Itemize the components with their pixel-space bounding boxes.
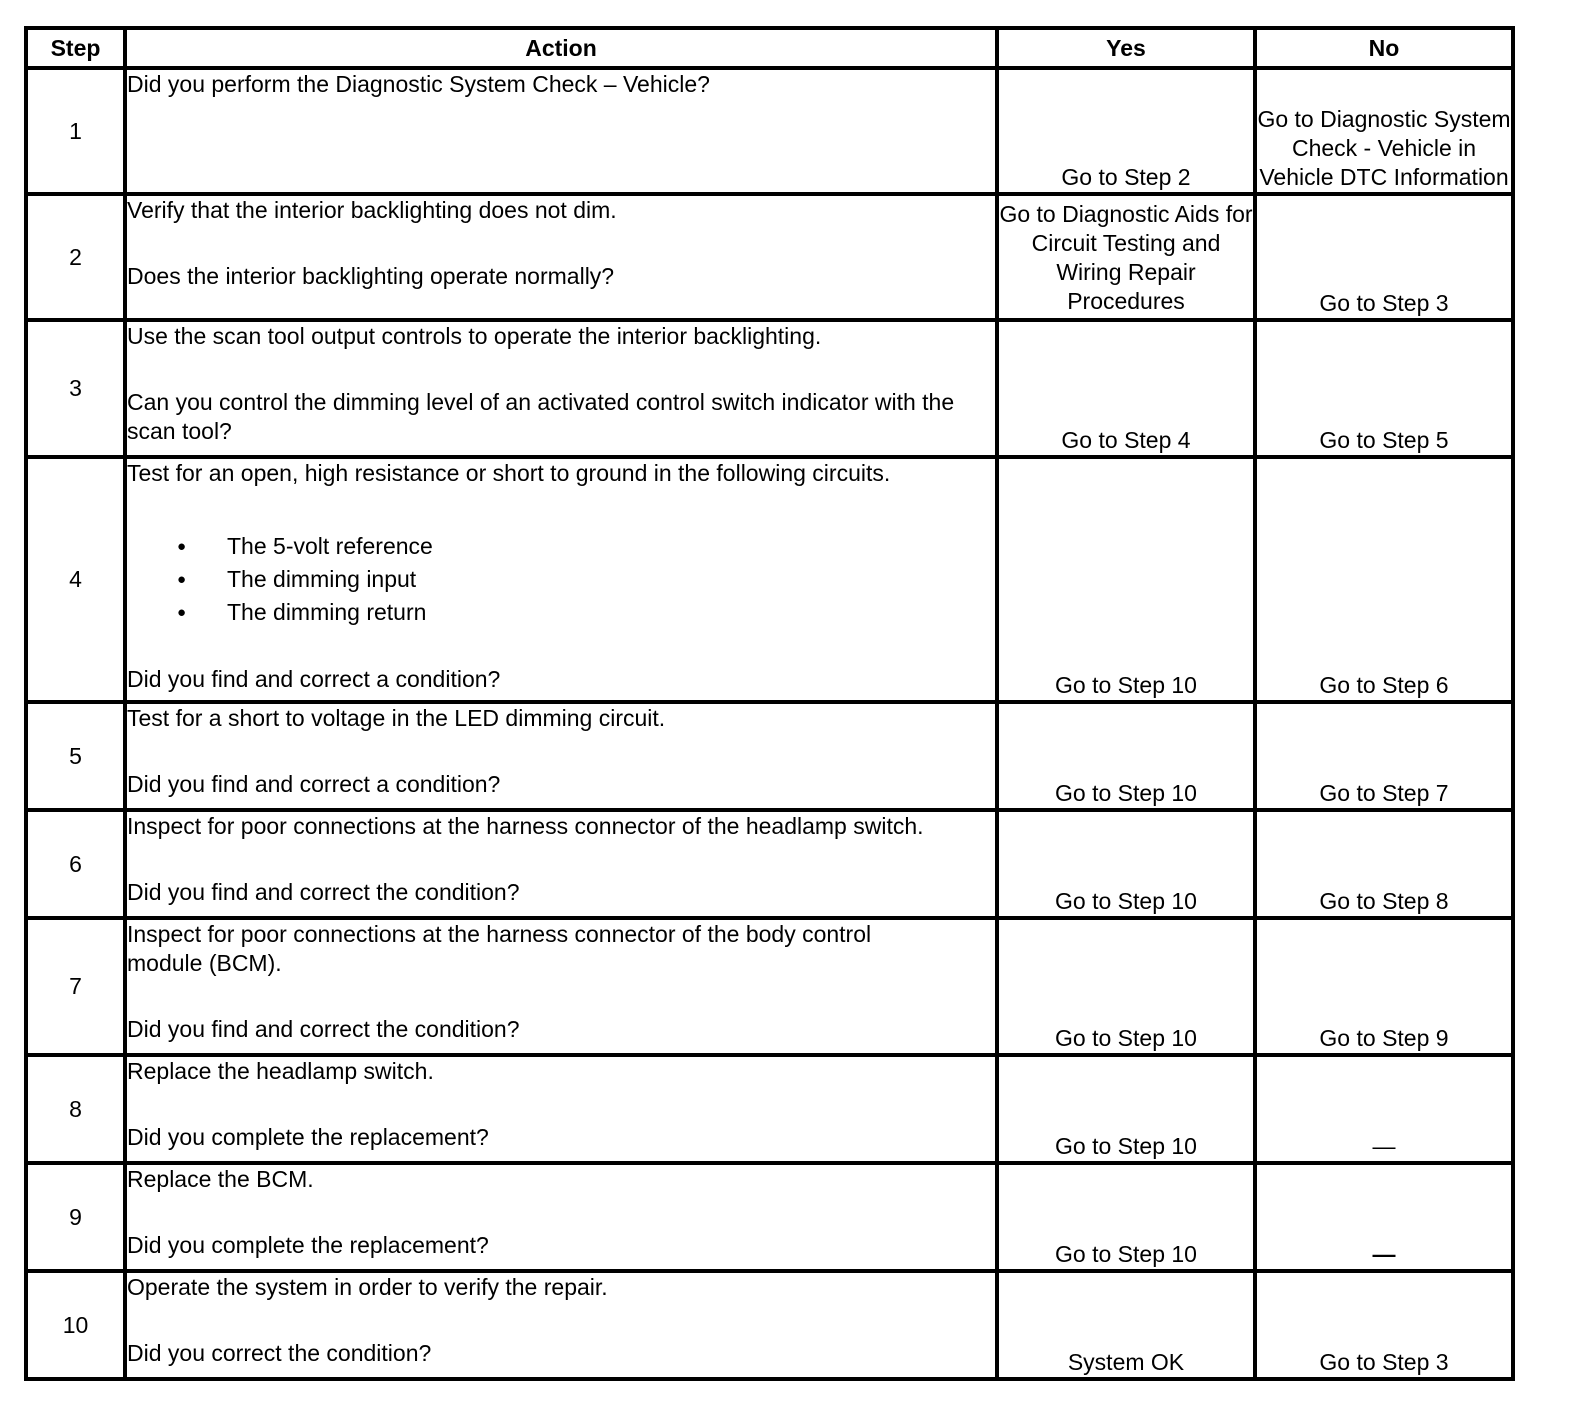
table-row (26, 702, 1513, 810)
step-number: 4 (26, 457, 125, 702)
yes-cell: Go to Step 10 (997, 457, 1255, 702)
yes-cell: Go to Step 10 (997, 1163, 1255, 1271)
step-number: 1 (26, 68, 125, 194)
header-action: Action (125, 28, 997, 68)
yes-cell: Go to Step 4 (997, 320, 1255, 457)
step-number: 3 (26, 320, 125, 457)
yes-cell: System OK (997, 1271, 1255, 1379)
action-question: Did you complete the replacement? (127, 1124, 489, 1150)
no-cell: — (1255, 1055, 1513, 1163)
yes-cell: Go to Diagnostic Aids for Circuit Testing and Wiring Repair Procedures (997, 194, 1255, 320)
no-cell: Go to Step 3 (1255, 1271, 1513, 1379)
action-cell (125, 1055, 997, 1163)
no-cell: Go to Diagnostic System Check - Vehicle in Vehicle DTC Information (1255, 68, 1513, 194)
action-text: Did you perform the Diagnostic System Check – Vehicle? (127, 71, 710, 97)
action-cell (125, 68, 997, 194)
table-row (26, 194, 1513, 320)
step-number: 2 (26, 194, 125, 320)
action-question: Did you find and correct a condition? (127, 771, 501, 797)
table-row (26, 68, 1513, 194)
table-row (26, 810, 1513, 918)
action-question: Can you control the dimming level of an activated control switch indicator with the scan tool? (127, 389, 955, 444)
list-item: ● The dimming input (227, 563, 995, 596)
action-cell (125, 1163, 997, 1271)
action-question: Did you find and correct a condition? (127, 666, 501, 692)
action-text: Replace the BCM. (127, 1166, 314, 1192)
no-cell: Go to Step 7 (1255, 702, 1513, 810)
action-cell (125, 194, 997, 320)
action-question: Did you complete the replacement? (127, 1232, 489, 1258)
yes-cell: Go to Step 10 (997, 918, 1255, 1055)
list-item: ● The 5-volt reference (227, 530, 995, 563)
step-number: 5 (26, 702, 125, 810)
action-text: Test for an open, high resistance or short to ground in the following circuits. (127, 460, 891, 486)
action-text: Use the scan tool output controls to operate the interior backlighting. (127, 323, 822, 349)
action-cell (125, 810, 997, 918)
step-number: 10 (26, 1271, 125, 1379)
table-row (26, 1163, 1513, 1271)
table-row (26, 918, 1513, 1055)
action-text: Test for a short to voltage in the LED dimming circuit. (127, 705, 666, 731)
action-cell (125, 918, 997, 1055)
action-question: Did you find and correct the condition? (127, 879, 520, 905)
table-row (26, 457, 1513, 702)
no-cell: Go to Step 6 (1255, 457, 1513, 702)
header-no: No (1255, 28, 1513, 68)
step-number: 6 (26, 810, 125, 918)
action-text: Replace the headlamp switch. (127, 1058, 434, 1084)
action-cell (125, 1271, 997, 1379)
table-row (26, 1055, 1513, 1163)
no-cell: Go to Step 3 (1255, 194, 1513, 320)
action-text: Operate the system in order to verify the repair. (127, 1274, 608, 1300)
action-question: Did you correct the condition? (127, 1340, 432, 1366)
action-text: Inspect for poor connections at the harness connector of the body control module (BCM). (127, 921, 872, 976)
no-cell: Go to Step 9 (1255, 918, 1513, 1055)
action-text: Inspect for poor connections at the harness connector of the headlamp switch. (127, 813, 924, 839)
no-cell: — (1255, 1163, 1513, 1271)
action-cell (125, 320, 997, 457)
action-cell (125, 457, 997, 702)
header-row (26, 28, 1513, 68)
header-step: Step (26, 28, 125, 68)
yes-cell: Go to Step 10 (997, 702, 1255, 810)
yes-cell: Go to Step 10 (997, 810, 1255, 918)
no-cell: Go to Step 5 (1255, 320, 1513, 457)
list-item: ● The dimming return (227, 596, 995, 629)
table-row (26, 1271, 1513, 1379)
diagnostic-table (24, 26, 1515, 1381)
step-number: 9 (26, 1163, 125, 1271)
action-text: Verify that the interior backlighting does not dim. (127, 197, 617, 223)
action-question: Did you find and correct the condition? (127, 1016, 520, 1042)
yes-cell: Go to Step 2 (997, 68, 1255, 194)
table-row (26, 320, 1513, 457)
yes-cell: Go to Step 10 (997, 1055, 1255, 1163)
header-yes: Yes (997, 28, 1255, 68)
no-cell: Go to Step 8 (1255, 810, 1513, 918)
action-question: Does the interior backlighting operate normally? (127, 263, 615, 289)
step-number: 7 (26, 918, 125, 1055)
circuit-list (127, 530, 995, 629)
step-number: 8 (26, 1055, 125, 1163)
action-cell (125, 702, 997, 810)
